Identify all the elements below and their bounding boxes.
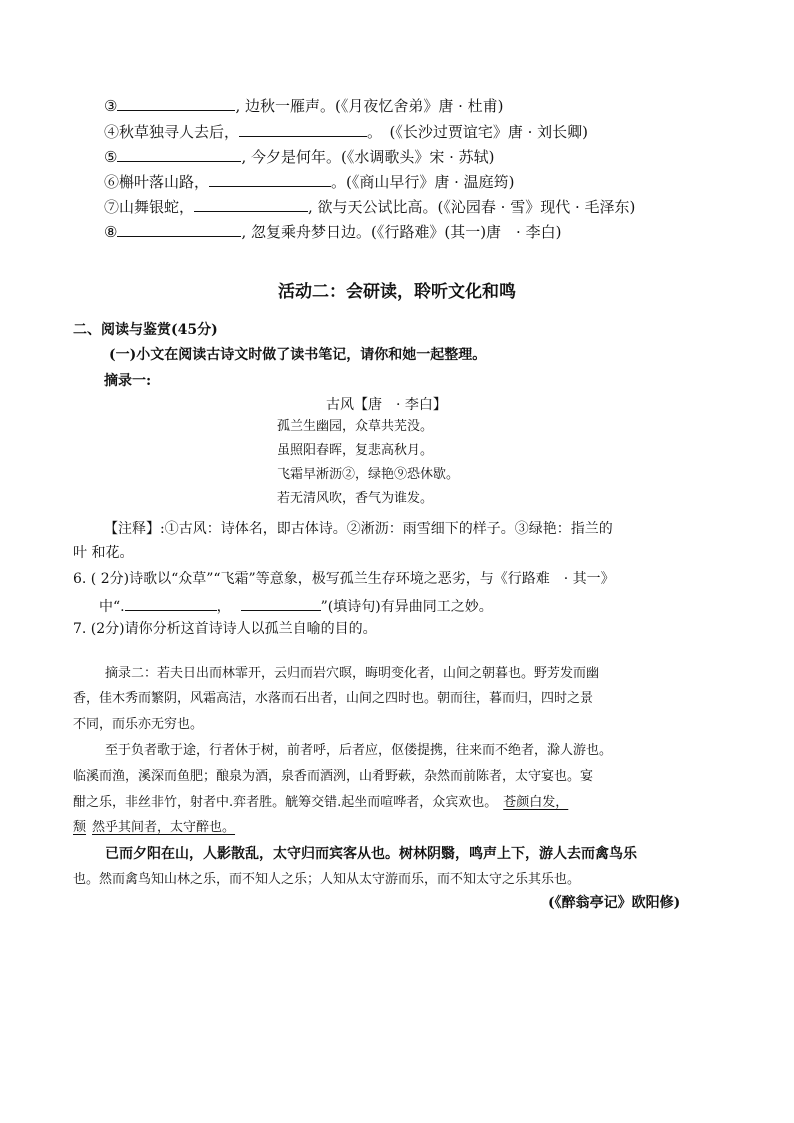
excerpt-2-underlined: 苍颜白发， bbox=[503, 795, 569, 810]
question-7-text: 7. (2分)请你分析这首诗诗人以孤兰自喻的目的。 bbox=[73, 621, 377, 637]
section-title: 二、阅读与鉴赏(45分) bbox=[73, 322, 218, 338]
fill-line-8 bbox=[104, 222, 561, 240]
fill-line-8-lead: ⑧ bbox=[104, 223, 118, 241]
excerpt-2-line: 至于负者歌于途，行者休于树，前者呼，后者应，伛偻提携，往来而不绝者，滁人游也。 bbox=[105, 743, 613, 758]
poem-line: 飞霜早淅沥②，绿艳⑨恐休歇。 bbox=[277, 467, 460, 482]
notes-line-2: 叶 和花。 bbox=[73, 545, 134, 561]
excerpt-2-line bbox=[73, 821, 235, 834]
answer-blank[interactable] bbox=[125, 596, 217, 611]
fill-line-3 bbox=[104, 96, 504, 114]
fill-line-7 bbox=[104, 197, 635, 215]
answer-blank[interactable] bbox=[117, 147, 241, 162]
answer-blank[interactable] bbox=[241, 596, 321, 611]
excerpt-2-line: 临溪而渔，溪深而鱼肥；酿泉为酒，泉香而酒洌，山肴野蔌，杂然而前陈者，太守宴也。宴 bbox=[73, 769, 594, 784]
excerpt-2-text: 酣之乐，非丝非竹，射者中.弈者胜。觥筹交错.起坐而喧哗者，众宾欢也。 bbox=[73, 795, 498, 810]
question-6-open: 中“. bbox=[99, 599, 125, 615]
excerpt-2-line bbox=[73, 796, 568, 809]
answer-blank[interactable] bbox=[117, 96, 235, 111]
fill-line-7-lead: ⑦山舞银蛇， bbox=[104, 198, 195, 216]
excerpt-2-line: 不同，而乐亦无穷也。 bbox=[73, 717, 204, 732]
poem-line: 孤兰生幽园，众草共芜没。 bbox=[277, 419, 434, 434]
fill-line-5 bbox=[104, 147, 495, 165]
excerpt-2-underlined: 然乎其间者，太守醉也。 bbox=[92, 820, 236, 835]
poem-line: 若无清风吹，香气为谁发。 bbox=[277, 491, 434, 506]
question-6-fill bbox=[99, 596, 493, 614]
fill-line-4-lead: ④秋草独寻人去后， bbox=[104, 123, 240, 141]
fill-line-6 bbox=[104, 172, 515, 190]
intro-text: (一)小文在阅读古诗文时做了读书笔记，请你和她一起整理。 bbox=[109, 347, 487, 363]
excerpt-1-label: 摘录一: bbox=[104, 373, 152, 389]
fill-line-6-rest: 。(《商山早行》唐 · 温庭筠) bbox=[331, 173, 515, 191]
excerpt-2-source: (《醉翁亭记》欧阳修) bbox=[548, 895, 681, 911]
excerpt-2-line: 香，佳木秀而繁阴，风霜高洁，水落而石出者，山间之四时也。朝而往，暮而归，四时之景 bbox=[73, 691, 594, 706]
answer-blank[interactable] bbox=[194, 197, 308, 212]
excerpt-2-underlined: 颓 bbox=[73, 820, 87, 835]
answer-blank[interactable] bbox=[209, 172, 331, 187]
fill-line-5-lead: ⑤ bbox=[104, 148, 118, 166]
fill-line-3-rest: , 边秋一雁声。(《月夜忆舍弟》唐 · 杜甫) bbox=[235, 97, 504, 115]
fill-line-8-rest: , 忽复乘舟梦日边。(《行路难》(其一)唐 · 李白) bbox=[241, 223, 562, 241]
fill-line-4 bbox=[104, 122, 588, 140]
poem-title: 古风【唐 · 李白】 bbox=[326, 397, 447, 413]
answer-blank[interactable] bbox=[239, 122, 367, 137]
answer-blank[interactable] bbox=[117, 222, 241, 237]
fill-line-5-rest: , 今夕是何年。(《水调歌头》宋 · 苏轼) bbox=[241, 148, 495, 166]
poem-line: 虽照阳春晖，复悲高秋月。 bbox=[277, 443, 434, 458]
notes-line-1: 【注释】:①古风：诗体名，即古体诗。②淅沥：雨雪细下的样子。③绿艳：指兰的 bbox=[104, 521, 613, 537]
fill-line-7-rest: , 欲与天公试比高。(《沁园春 · 雪》现代 · 毛泽东) bbox=[308, 198, 636, 216]
question-6-comma: ， bbox=[216, 599, 231, 615]
fill-line-3-lead: ③ bbox=[104, 97, 118, 115]
excerpt-2-line: 摘录二：若夫日出而林霏开，云归而岩穴暝，晦明变化者，山间之朝暮也。野芳发而幽 bbox=[105, 666, 600, 681]
fill-line-6-lead: ⑥槲叶落山路， bbox=[104, 173, 210, 191]
activity-title: 活动二：会研读，聆听文化和鸣 bbox=[278, 282, 516, 302]
excerpt-2-line: 也。然而禽鸟知山林之乐，而不知人之乐；人知从太守游而乐，而不知太守之乐其乐也。 bbox=[73, 872, 581, 887]
question-6-close: ”(填诗句)有异曲同工之妙。 bbox=[320, 599, 493, 615]
excerpt-2-line: 已而夕阳在山，人影散乱，太守归而宾客从也。树林阴翳，鸣声上下，游人去而禽鸟乐 bbox=[105, 846, 637, 862]
question-6-text: 6. ( 2分)诗歌以“众草”“飞霜”等意象，极写孤兰生存环境之恶劣，与《行路难 · 其一》 bbox=[73, 571, 615, 587]
fill-line-4-rest: 。 (《长沙过贾谊宅》唐 · 刘长卿) bbox=[367, 123, 589, 141]
